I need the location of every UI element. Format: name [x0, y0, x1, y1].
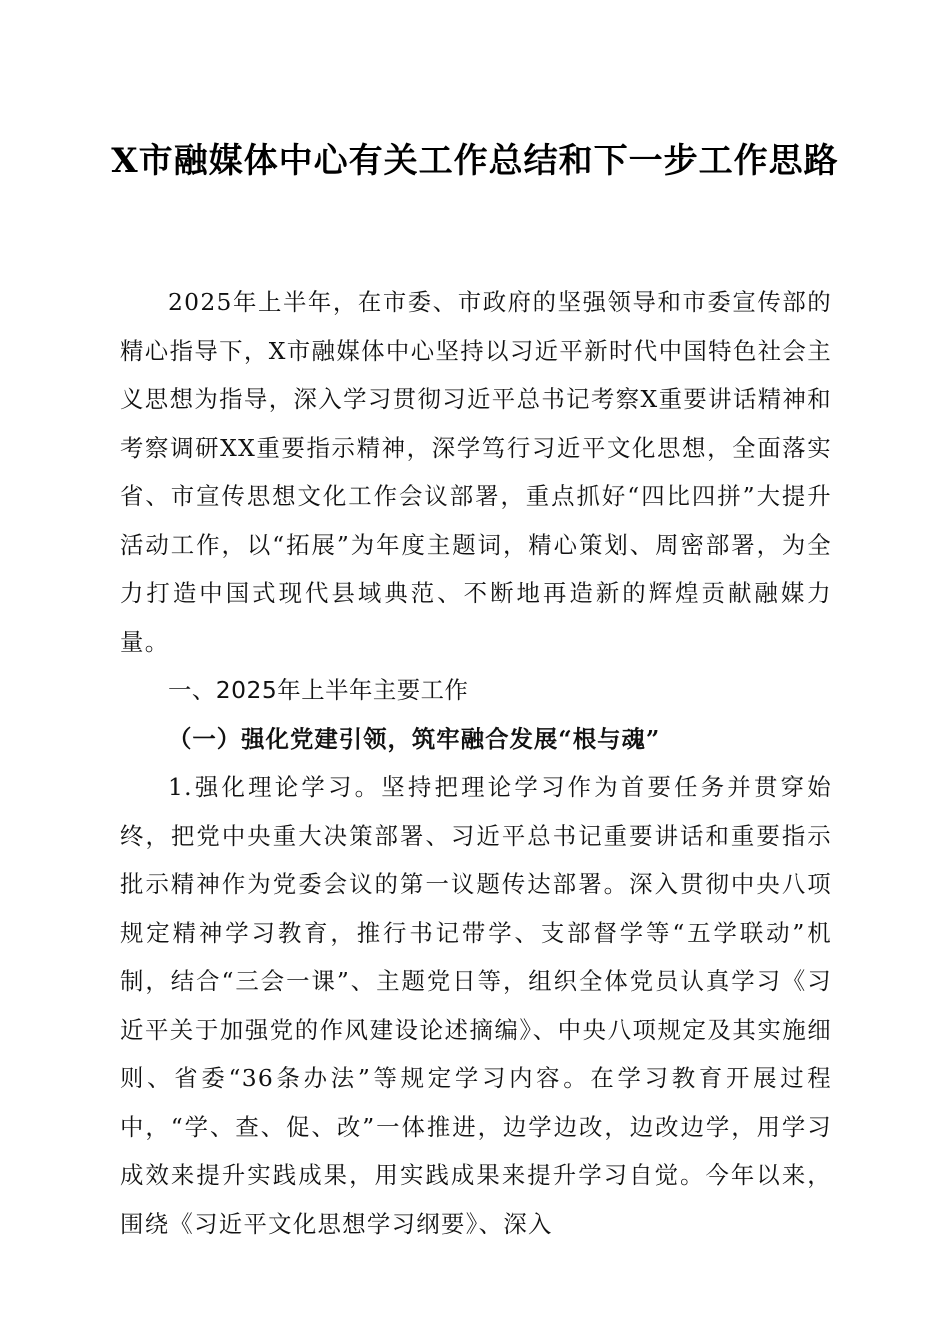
intro-paragraph: 2025年上半年，在市委、市政府的坚强领导和市委宣传部的精心指导下，X市融媒体中心坚持以习近平新时代中国特色社会主义思想为指导，深入学习贯彻习近平总书记考察X重要讲话精神和考察调研XX重要指示精神，深学笃行习近平文化思想，全面落实省、市宣传思想文化工作会议部署，重点抓好“四比四拼”大提升活动工作，以“拓展”为年度主题词，精心策划、周密部署，为全力打造中国式现代县域典范、不断地再造新的辉煌贡献融媒力量。	[120, 288, 832, 656]
document-body	[120, 278, 832, 1248]
document-title: X市融媒体中心有关工作总结和下一步工作思路	[111, 141, 839, 181]
item-paragraph: 1.强化理论学习。坚持把理论学习作为首要任务并贯穿始终，把党中央重大决策部署、习近平总书记重要讲话和重要指示批示精神作为党委会议的第一议题传达部署。深入贯彻中央八项规定精神学习教育，推行书记带学、支部督学等“五学联动”机制，结合“三会一课”、主题党日等，组织全体党员认真学习《习近平关于加强党的作风建设论述摘编》、中央八项规定及其实施细则、省委“36条办法”等规定学习内容。在学习教育开展过程中，“学、查、促、改”一体推进，边学边改，边改边学，用学习成效来提升实践成果，用实践成果来提升学习自觉。今年以来，围绕《习近平文化思想学习纲要》、深入	[120, 773, 832, 1238]
subsection-heading: （一）强化党建引领，筑牢融合发展“根与魂”	[168, 724, 661, 753]
section-heading: 一、2025年上半年主要工作	[168, 676, 469, 704]
